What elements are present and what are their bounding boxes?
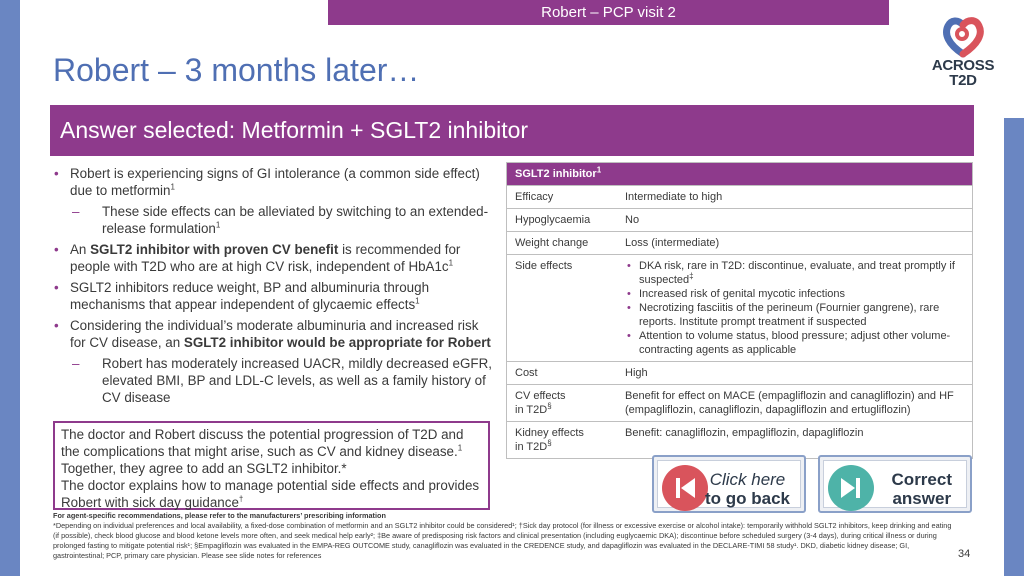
table-row [507,384,972,421]
table-row [507,231,972,254]
row-value: High [625,367,648,379]
bullet-list [50,165,495,410]
logo-line1: ACROSS [931,57,995,74]
subbullet-robert-profile: – Robert has moderately increased UACR, mildly decreased eGFR, elevated BMI, BP and LDL-C levels, as well as a family history of CV disease [50,355,495,406]
table-row [507,185,972,208]
subbullet-extended-release: – These side effects can be alleviated by switching to an extended-release formulation$^1$ [50,203,495,237]
right-decor-bar [1004,118,1024,576]
table-row [507,208,972,231]
row-label: Cost [515,367,538,379]
header-tab: Robert – PCP visit 2 [328,0,889,25]
row-value: No [625,214,640,226]
logo-line2: T2D [949,72,977,89]
row-label: Weight change [515,237,589,249]
correct-answer-label: Correct answer [891,470,952,508]
list-item: • Necrotizing fasciitis of the perineum (Fournier gangrene), rare reports. Institute prompt treatment if suspected [625,301,964,329]
heart-logo-icon [918,12,1008,58]
list-item: • Increased risk of genital mycotic infections [625,287,964,301]
skip-back-icon [662,465,708,511]
row-label: Efficacy [515,191,554,203]
table-row [507,254,972,361]
bullet-sglt2-recommendation: • An SGLT2 inhibitor with proven CV benefit is recommended for people with T2D who are at high CV risk, independent of $HbA1c^1$ [50,241,495,275]
row-value: Benefit for effect on MACE (empagliflozin and canagliflozin) and HF (empagliflozin, canagliflozin, dapagliflozin and ertugliflozin) [625,390,954,416]
logo-text [918,58,1008,88]
table-row [507,421,972,458]
correct-answer-button[interactable] [818,455,972,513]
sglt2-table [506,162,973,459]
go-back-label: Click here to go back [704,470,790,508]
row-label: Side effects [515,260,573,272]
doctor-line1: The doctor and Robert discuss the potential progression of T2D and the complications that might arise, such as CV and kidney disease.$^1$ [61,427,464,459]
page-title: Robert – 3 months later… [53,52,420,88]
row-value: Loss (intermediate) [625,237,720,249]
bullet-sglt2-effects: • SGLT2 inhibitors reduce weight, BP and albuminuria through mechanisms that appear independent of glycaemic effects$^1$ [50,279,495,313]
list-item: • DKA risk, rare in T2D: discontinue, evaluate, and treat promptly if suspected‡ [625,259,964,287]
skip-forward-icon [828,465,874,511]
page-number: 34 [958,548,971,560]
go-back-button[interactable] [652,455,806,513]
footnote-heading: For agent-specific recommendations, please refer to the manufacturers’ prescribing information [53,511,386,520]
doctor-line2: Together, they agree to add an SGLT2 inhibitor.* [61,461,347,476]
side-effects-list [625,259,964,357]
bullet-appropriate-for-robert: • Considering the individual’s moderate albuminuria and increased risk for CV disease, an SGLT2 inhibitor would be appropriate for Robert [50,317,495,351]
table-row [507,361,972,384]
across-t2d-logo [918,12,1008,92]
footnote [53,511,958,561]
bullet-gi-intolerance: • Robert is experiencing signs of GI intolerance (a common side effect) due to metformin$^1$ [50,165,495,199]
doctor-line3: The doctor explains how to manage potential side effects and provides Robert with sick day guidance† [61,478,480,510]
row-value: Benefit: canagliflozin, empagliflozin, dapagliflozin [625,427,864,439]
doctor-discussion-box [53,421,490,510]
row-label: Hypoglycaemia [515,214,591,226]
row-label: CV effects in T2D§ [515,390,566,416]
row-label: Kidney effects in T2D§ [515,427,584,453]
row-value [617,255,972,361]
row-value: Intermediate to high [625,191,723,203]
footnote-text: *Depending on individual preferences and local availability, a fixed-dose combination of metformin and an SGLT2 inhibitor could be considered¹; †Sick day protocol (for illness or excessive exercise or alcohol intake): temporarily withhold SGLT2 inhibitors, keep drinking and eating (if possible), check blood glucose and blood ketone levels more often, and seek medical help early²; ‡Be aware of predisposing risk factors and clinical presentation (including euglycaemic DKA); discontinue before scheduled surgery (3-4 days), during critical illness or during prolonged fasting to mitigate potential risk¹; §Empagliflozin was evaluated in the EMPA-REG OUTCOME study, canagliflozin was evaluated in the CREDENCE study, and dapagliflozin was evaluated in the DECLARE-TIMI 58 study¹. DKD, diabetic kidney disease; GI, gastrointestinal; PCP, primary care physician. Please see slide notes for references [53,521,952,560]
table-header: SGLT2 inhibitor$^1$ [507,163,972,185]
answer-banner: Answer selected: Metformin + SGLT2 inhibitor [50,105,974,156]
left-decor-bar [0,0,20,576]
list-item: • Attention to volume status, blood pressure; adjust other volume-contracting agents as applicable [625,329,964,357]
